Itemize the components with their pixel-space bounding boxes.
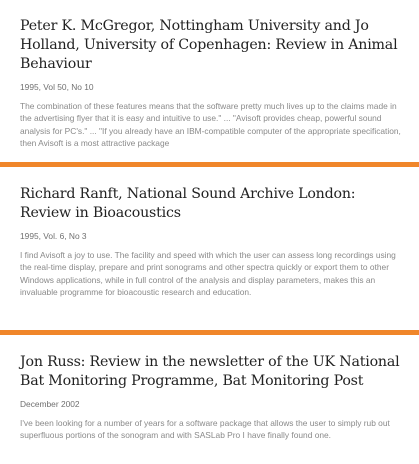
review-card (0, 185, 419, 299)
review-title: Jon Russ: Review in the newsletter of the UK National Bat Monitoring Programme, Bat Monitoring Post (20, 354, 400, 389)
review-citation: 1995, Vol. 6, No 3 (20, 231, 87, 241)
review-title: Richard Ranft, National Sound Archive London: Review in Bioacoustics (20, 186, 356, 221)
review-citation: December 2002 (20, 399, 80, 409)
section-divider (0, 162, 419, 167)
review-card (0, 353, 419, 442)
review-title: Peter K. McGregor, Nottingham University and Jo Holland, University of Copenhagen: Review in Animal Behaviour (20, 18, 398, 72)
review-card (0, 17, 419, 150)
review-quote: I've been looking for a number of years for a software package that allows the user to simply rub out superfluous portions of the sonogram and with SASLab Pro I have finally found one. (20, 418, 390, 441)
review-citation: 1995, Vol 50, No 10 (20, 82, 94, 92)
review-quote: I find Avisoft a joy to use. The facility and speed with which the user can assess long recordings using the real-time display, prepare and print sonograms and other spectra quickly or export them to other Windows applications, while in full control of the analysis and display parameters, makes this an invaluable programme for bioacoustic research and education. (20, 250, 396, 298)
section-divider (0, 330, 419, 335)
review-quote: The combination of these features means that the software pretty much lives up to the claims made in the advertising flyer that it is easy and intuitive to use." ... "Avisoft provides cheap, powerful sound analysis for PC's." ... "If you already have an IBM-compatible computer of the appropriate specification, then Avisoft is a most attractive package (20, 101, 401, 149)
